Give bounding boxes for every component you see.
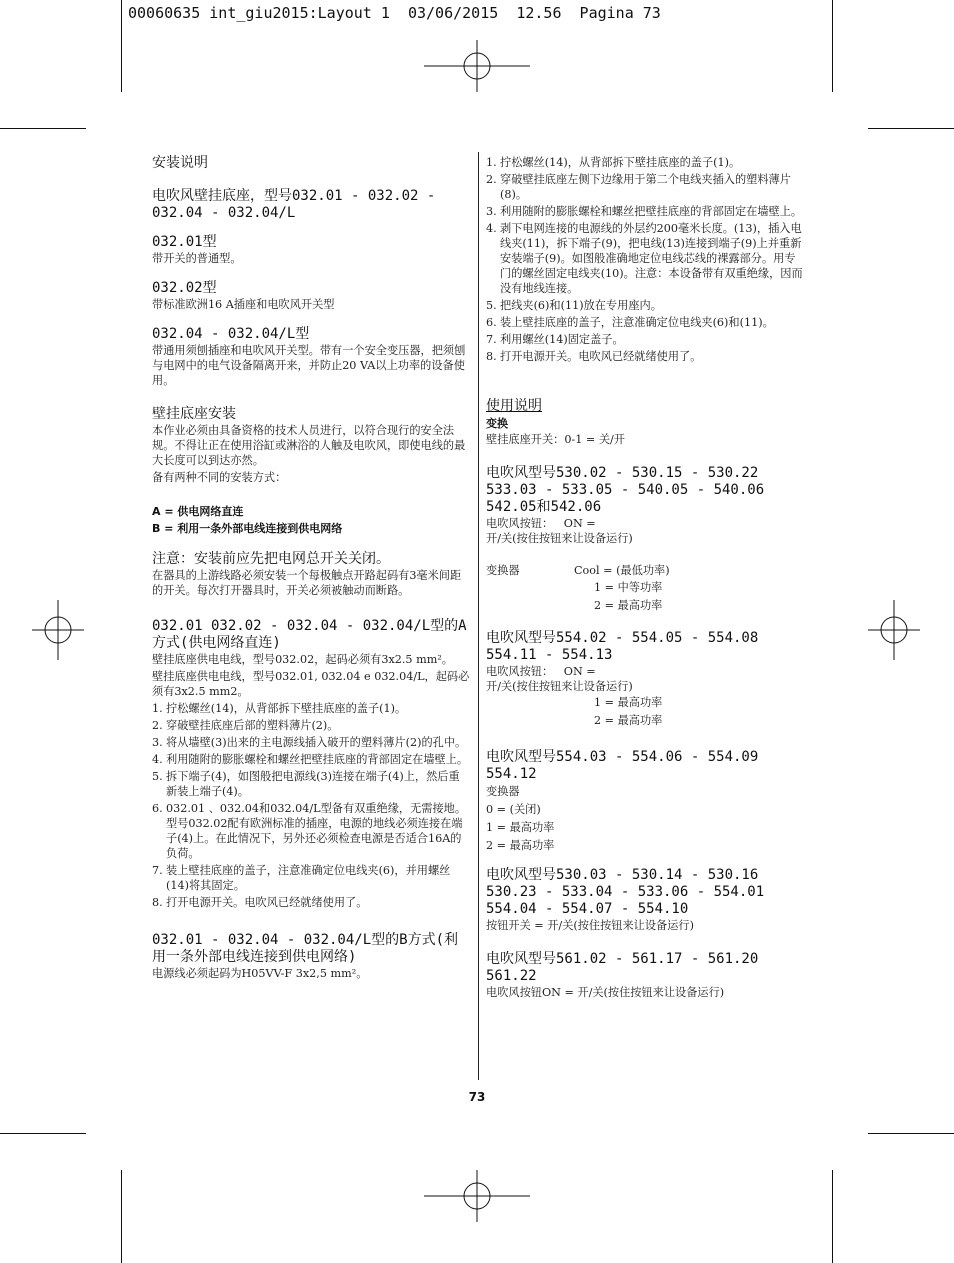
warning-heading: 注意：安装前应先把电网总开关关闭。: [152, 551, 390, 567]
list-item: 7. 装上壁挂底座的盖子，注意准确定位电线夹(6)，并用螺丝(14)将其固定。: [152, 864, 451, 892]
wall-mount-text-2: 备有两种不同的安装方式：: [152, 471, 287, 484]
model-group-2-heading: 电吹风型号554.02 - 554.05 - 554.08 554.11 - 554.13: [486, 630, 759, 663]
crop-mark-bottom-left-h: [0, 1133, 86, 1134]
type-02-text: 带标准欧洲16 A插座和电吹风开关型: [152, 298, 335, 311]
model-group-3-heading: 电吹风型号554.03 - 554.06 - 554.09 554.12: [486, 749, 759, 782]
list-item: 8. 打开电源开关。电吹风已经就绪使用了。: [152, 896, 368, 909]
model-group-1-level-2: 2 = 最高功率: [594, 598, 663, 612]
converter-value: Cool = (最低功率): [574, 564, 670, 577]
method-b: B = 利用一条外部电线连接到供电网络: [152, 522, 343, 535]
method-a-heading: 032.01 032.02 - 032.04 - 032.04/L型的A方式(供电网络直连): [152, 618, 467, 651]
page-number: 73: [468, 1090, 486, 1104]
model-group-1-line-2: 开/关(按住按钮来让设备运行): [486, 532, 633, 545]
crop-mark-top-left-v: [121, 0, 122, 92]
list-item: 3. 利用随附的膨胀螺栓和螺丝把壁挂底座的背部固定在墙壁上。: [486, 205, 803, 218]
crop-mark-bottom-left-v: [121, 1170, 122, 1263]
type-02-heading: 032.02型: [152, 280, 217, 296]
registration-mark-left-icon: [32, 600, 84, 660]
list-item: 1. 拧松螺丝(14)，从背部拆下壁挂底座的盖子(1)。: [152, 702, 407, 715]
method-a-steps: [152, 701, 470, 910]
converter-label: 变换器: [486, 564, 520, 577]
list-item: 4. 利用随附的膨胀螺栓和螺丝把壁挂底座的背部固定在墙壁上。: [152, 753, 469, 766]
switch-text: 壁挂底座开关：0-1 = 关/开: [486, 433, 625, 446]
column-divider: [478, 152, 479, 1080]
list-item: 3. 将从墙壁(3)出来的主电源线插入破开的塑料薄片(2)的孔中。: [152, 736, 467, 749]
list-item: 6. 装上壁挂底座的盖子，注意准确定位电线夹(6)和(11)。: [486, 316, 774, 329]
method-b-heading: 032.01 - 032.04 - 032.04/L型的B方式(利用一条外部电线连接到供电网络): [152, 932, 459, 965]
list-item: 6. 032.01 、032.04和032.04/L型备有双重绝缘，无需接地。型号032.02配有欧洲标准的插座，电源的地线必须连接在端子(4)上。在此情况下，另外还必须检查电源是否适合16A的负荷。: [152, 802, 467, 860]
type-04-heading: 032.04 - 032.04/L型: [152, 326, 310, 342]
left-column: [152, 155, 470, 981]
model-group-3-line-3: 1 = 最高功率: [486, 821, 555, 834]
crop-mark-top-left-h: [0, 128, 86, 129]
crop-mark-bottom-right-v: [832, 1170, 833, 1263]
crop-mark-top-right-v: [832, 0, 833, 92]
switch-label: 变换: [486, 417, 508, 430]
wall-mount-heading: 壁挂底座安装: [152, 406, 236, 422]
model-group-5-text: 电吹风按钮ON = 开/关(按住按钮来让设备运行): [486, 986, 725, 999]
list-item: 4. 剥下电网连接的电源线的外层约200毫米长度。(13)，插入电线夹(11)，拆下端子(9)，把电线(13)连接到端子(9)上并重新安装端子(9)。如图般准确地定位电线芯线的裸露部分。用专门的螺丝固定电线夹(10)。注意：本设备带有双重绝缘，因而没有地线连接。: [486, 222, 803, 295]
model-group-3-line-4: 2 = 最高功率: [486, 839, 555, 852]
right-column: [486, 155, 806, 1000]
method-a-text-1: 壁挂底座供电电线，型号032.02，起码必须有3x2.5 mm²。: [152, 653, 453, 666]
model-group-2-level-1: 1 = 最高功率: [594, 696, 663, 709]
crop-mark-top-right-h: [868, 128, 954, 129]
list-item: 5. 把线夹(6)和(11)放在专用座内。: [486, 299, 662, 312]
usage-heading: 使用说明: [486, 398, 542, 414]
type-01-text: 带开关的普通型。: [152, 252, 242, 265]
method-a: A = 供电网络直连: [152, 505, 244, 518]
list-item: 1. 拧松螺丝(14)，从背部拆下壁挂底座的盖子(1)。: [486, 156, 741, 169]
wall-mount-text: 本作业必须由具备资格的技术人员进行，以符合现行的安全法规。不得让正在使用浴缸或淋浴的人触及电吹风，即使电线的最大长度可以到达亦然。: [152, 424, 466, 467]
method-b-text: 电源线必须起码为H05VV-F 3x2,5 mm²。: [152, 967, 368, 980]
registration-mark-right-icon: [868, 600, 920, 660]
model-group-5-heading: 电吹风型号561.02 - 561.17 - 561.20 561.22: [486, 951, 759, 984]
registration-mark-top-icon: [424, 40, 530, 92]
model-group-1-line-1: 电吹风按钮： ON =: [486, 517, 596, 530]
type-01-heading: 032.01型: [152, 234, 217, 250]
list-item: 2. 穿破壁挂底座左侧下边缘用于第二个电线夹插入的塑料薄片(8)。: [486, 173, 791, 201]
model-group-4-text: 按钮开关 = 开/关(按住按钮来让设备运行): [486, 919, 694, 932]
print-slug: 00060635 int_giu2015:Layout 1 03/06/2015 12.56 Pagina 73: [128, 4, 661, 22]
model-group-1-converter: [486, 562, 806, 579]
model-group-1-heading: 电吹风型号530.02 - 530.15 - 530.22 533.03 - 533.05 - 540.05 - 540.06 542.05和542.06: [486, 465, 765, 515]
method-a-text-2: 壁挂底座供电电线，型号032.01, 032.04 e 032.04/L，起码必须有3x2.5 mm2。: [152, 670, 470, 698]
list-item: 2. 穿破壁挂底座后部的塑料薄片(2)。: [152, 719, 339, 732]
installation-title: 安装说明: [152, 155, 208, 171]
registration-mark-bottom-icon: [424, 1170, 530, 1222]
model-heading: 电吹风壁挂底座，型号032.01 - 032.02 - 032.04 - 032.04/L: [152, 188, 436, 221]
model-group-2-level-2: 2 = 最高功率: [594, 713, 663, 727]
model-group-2-line-2: 开/关(按住按钮来让设备运行): [486, 680, 633, 693]
model-group-2-line-1: 电吹风按钮： ON =: [486, 665, 596, 678]
list-item: 5. 拆下端子(4)，如图般把电源线(3)连接在端子(4)上，然后重新装上端子(4)。: [152, 770, 460, 798]
crop-mark-bottom-right-h: [868, 1133, 954, 1134]
type-04-text: 带通用须刨插座和电吹风开关型。带有一个安全变压器，把须刨与电网中的电气设备隔离开来，并防止20 VA以上功率的设备使用。: [152, 344, 466, 387]
model-group-1-level-1: 1 = 中等功率: [594, 581, 663, 594]
model-group-3-line-2: 0 = (关闭): [486, 803, 541, 816]
model-group-3-line-1: 变换器: [486, 785, 520, 798]
model-group-4-heading: 电吹风型号530.03 - 530.14 - 530.16 530.23 - 533.04 - 533.06 - 554.01 554.04 - 554.07 - 554.10: [486, 867, 765, 917]
list-item: 8. 打开电源开关。电吹风已经就绪使用了。: [486, 350, 702, 363]
warning-text: 在器具的上游线路必须安装一个每极触点开路起码有3毫米间距的开关。每次打开器具时，开关必须被触动而断路。: [152, 569, 462, 597]
method-b-steps: [486, 155, 806, 364]
list-item: 7. 利用螺丝(14)固定盖子。: [486, 333, 624, 346]
